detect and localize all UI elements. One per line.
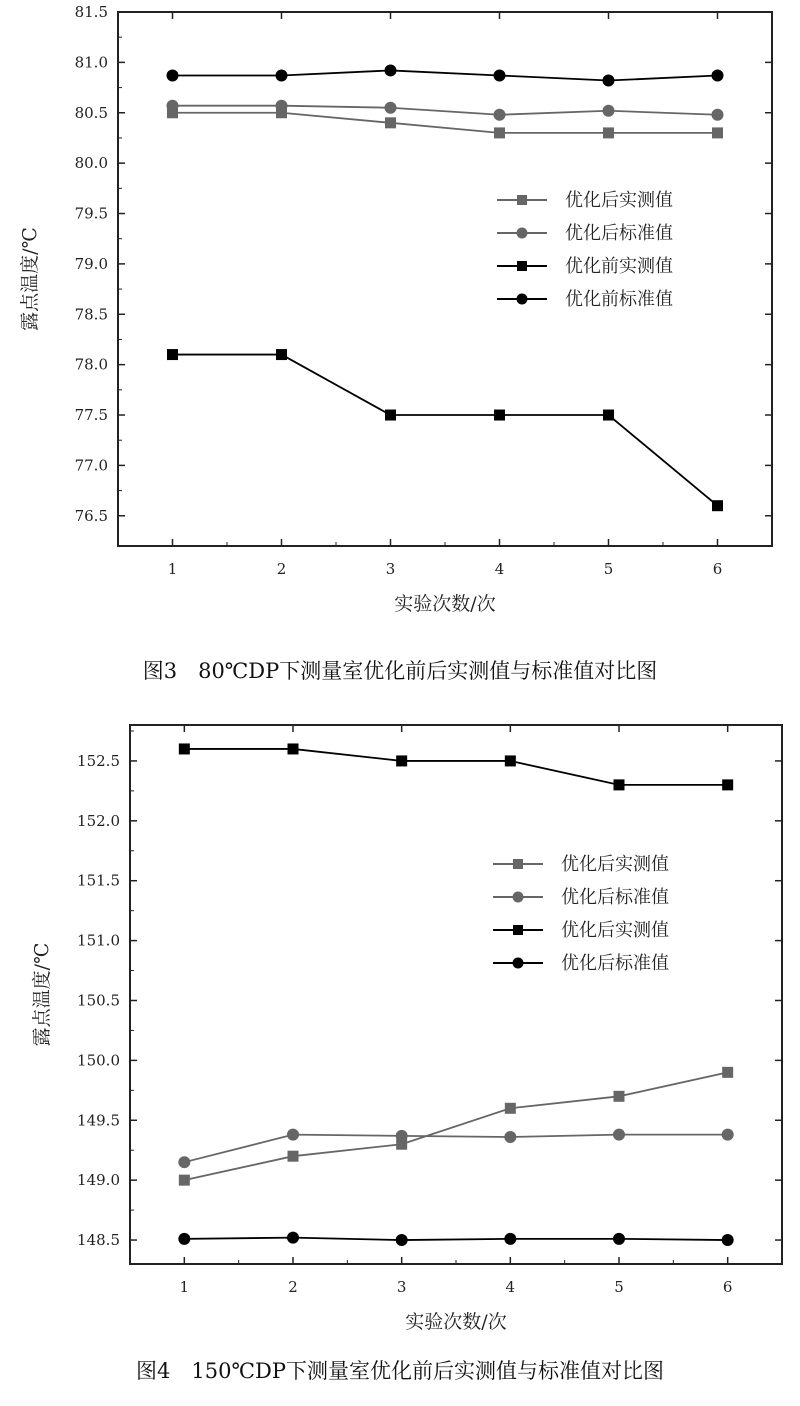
y-tick-label: 151.5 [77,871,120,890]
data-point [712,127,723,138]
data-point [603,410,614,421]
data-point [614,1091,625,1102]
legend-marker [517,294,528,305]
data-point [276,100,288,112]
y-tick-label: 77.0 [74,456,108,475]
series-line [184,1072,727,1180]
series-0 [179,1067,733,1186]
chart-4-svg [0,700,800,1350]
data-point [396,1130,408,1142]
y-tick-label: 79.0 [74,254,108,273]
x-tick-label: 6 [712,560,723,578]
data-point [722,1067,733,1078]
data-point [167,100,179,112]
legend-label: 优化后标准值 [561,887,669,908]
data-point [179,743,190,754]
y-tick-label: 77.5 [74,406,108,425]
y-tick-label: 148.5 [77,1231,120,1250]
data-point [722,1234,734,1246]
x-tick-label: 5 [603,560,614,578]
legend-marker [513,892,524,903]
data-point [504,1131,516,1143]
data-point [494,69,506,81]
y-tick-label: 80.0 [74,154,108,173]
legend-label: 优化后标准值 [565,223,673,244]
x-axis-title: 实验次数/次 [405,1311,507,1333]
data-point [396,1234,408,1246]
series-line [184,1238,727,1240]
x-tick-label: 1 [179,1278,190,1296]
chart-3-caption: 图3 80℃DP下测量室优化前后实测值与标准值对比图 [142,659,658,683]
y-tick-label: 151.0 [77,931,120,950]
legend-marker [517,195,527,205]
plot-frame [130,725,782,1264]
x-tick-label: 1 [167,560,178,578]
x-tick-label: 6 [722,1278,733,1296]
x-tick-label: 4 [494,560,505,578]
y-tick-label: 76.5 [74,506,108,525]
data-point [276,69,288,81]
x-tick-label: 3 [396,1278,407,1296]
y-tick-label: 149.5 [77,1111,120,1130]
data-point [396,755,407,766]
figure-3 [0,0,800,700]
series-line [173,70,718,80]
data-point [178,1233,190,1245]
y-tick-label: 81.0 [74,53,108,72]
series-line [184,749,727,785]
y-tick-label: 80.5 [74,103,108,122]
y-tick-label: 152.0 [77,811,120,830]
data-point [712,69,724,81]
series-3 [178,1232,733,1246]
data-point [722,779,733,790]
data-point [287,1232,299,1244]
y-axis-title: 露点温度/℃ [19,227,41,331]
data-point [603,105,615,117]
legend-label: 优化前实测值 [565,256,673,277]
data-point [178,1156,190,1168]
data-point [494,410,505,421]
data-point [504,1233,516,1245]
x-tick-label: 2 [276,560,287,578]
legend-marker [517,228,528,239]
chart-3-svg [0,0,800,650]
legend-label: 优化后实测值 [565,190,673,211]
data-point [613,1233,625,1245]
x-tick-label: 2 [288,1278,298,1296]
legend-marker [513,859,523,869]
y-axis-title: 露点温度/℃ [31,942,53,1047]
data-point [167,349,178,360]
data-point [179,1175,190,1186]
series-line [173,113,718,133]
y-tick-label: 78.5 [74,305,108,324]
data-point [167,69,179,81]
y-tick-label: 79.5 [74,204,108,223]
data-point [712,109,724,121]
data-point [603,127,614,138]
data-point [505,755,516,766]
data-point [385,410,396,421]
chart-4-caption: 图4 150℃DP下测量室优化前后实测值与标准值对比图 [136,1359,664,1383]
y-tick-label: 81.5 [74,3,108,21]
series-1 [167,100,724,121]
legend-marker [513,925,523,935]
data-point [385,102,397,114]
y-tick-label: 150.0 [77,1051,120,1070]
data-point [603,75,615,87]
figure-4 [0,700,800,1406]
data-point [385,117,396,128]
data-point [722,1129,734,1141]
data-point [712,500,723,511]
legend-label: 优化后标准值 [561,953,669,974]
data-point [494,109,506,121]
data-point [288,1151,299,1162]
x-tick-label: 3 [385,560,396,578]
y-tick-label: 149.0 [77,1171,120,1190]
legend-marker [517,261,527,271]
legend-label: 优化后实测值 [561,920,669,941]
data-point [288,743,299,754]
y-tick-label: 78.0 [74,355,108,374]
y-tick-label: 150.5 [77,991,120,1010]
data-point [385,64,397,76]
series-2 [179,743,733,790]
y-tick-label: 152.5 [77,751,120,770]
data-point [505,1103,516,1114]
data-point [287,1129,299,1141]
legend-label: 优化前标准值 [565,289,673,310]
plot-frame [118,12,772,546]
x-axis-title: 实验次数/次 [394,593,496,615]
data-point [613,1129,625,1141]
legend-label: 优化后实测值 [561,854,669,875]
legend-marker [513,958,524,969]
x-tick-label: 5 [614,1278,624,1296]
series-line [184,1135,727,1163]
data-point [276,349,287,360]
series-line [173,355,718,506]
x-tick-label: 4 [505,1278,516,1296]
data-point [614,779,625,790]
series-3 [167,64,724,86]
series-2 [167,349,723,511]
data-point [494,127,505,138]
